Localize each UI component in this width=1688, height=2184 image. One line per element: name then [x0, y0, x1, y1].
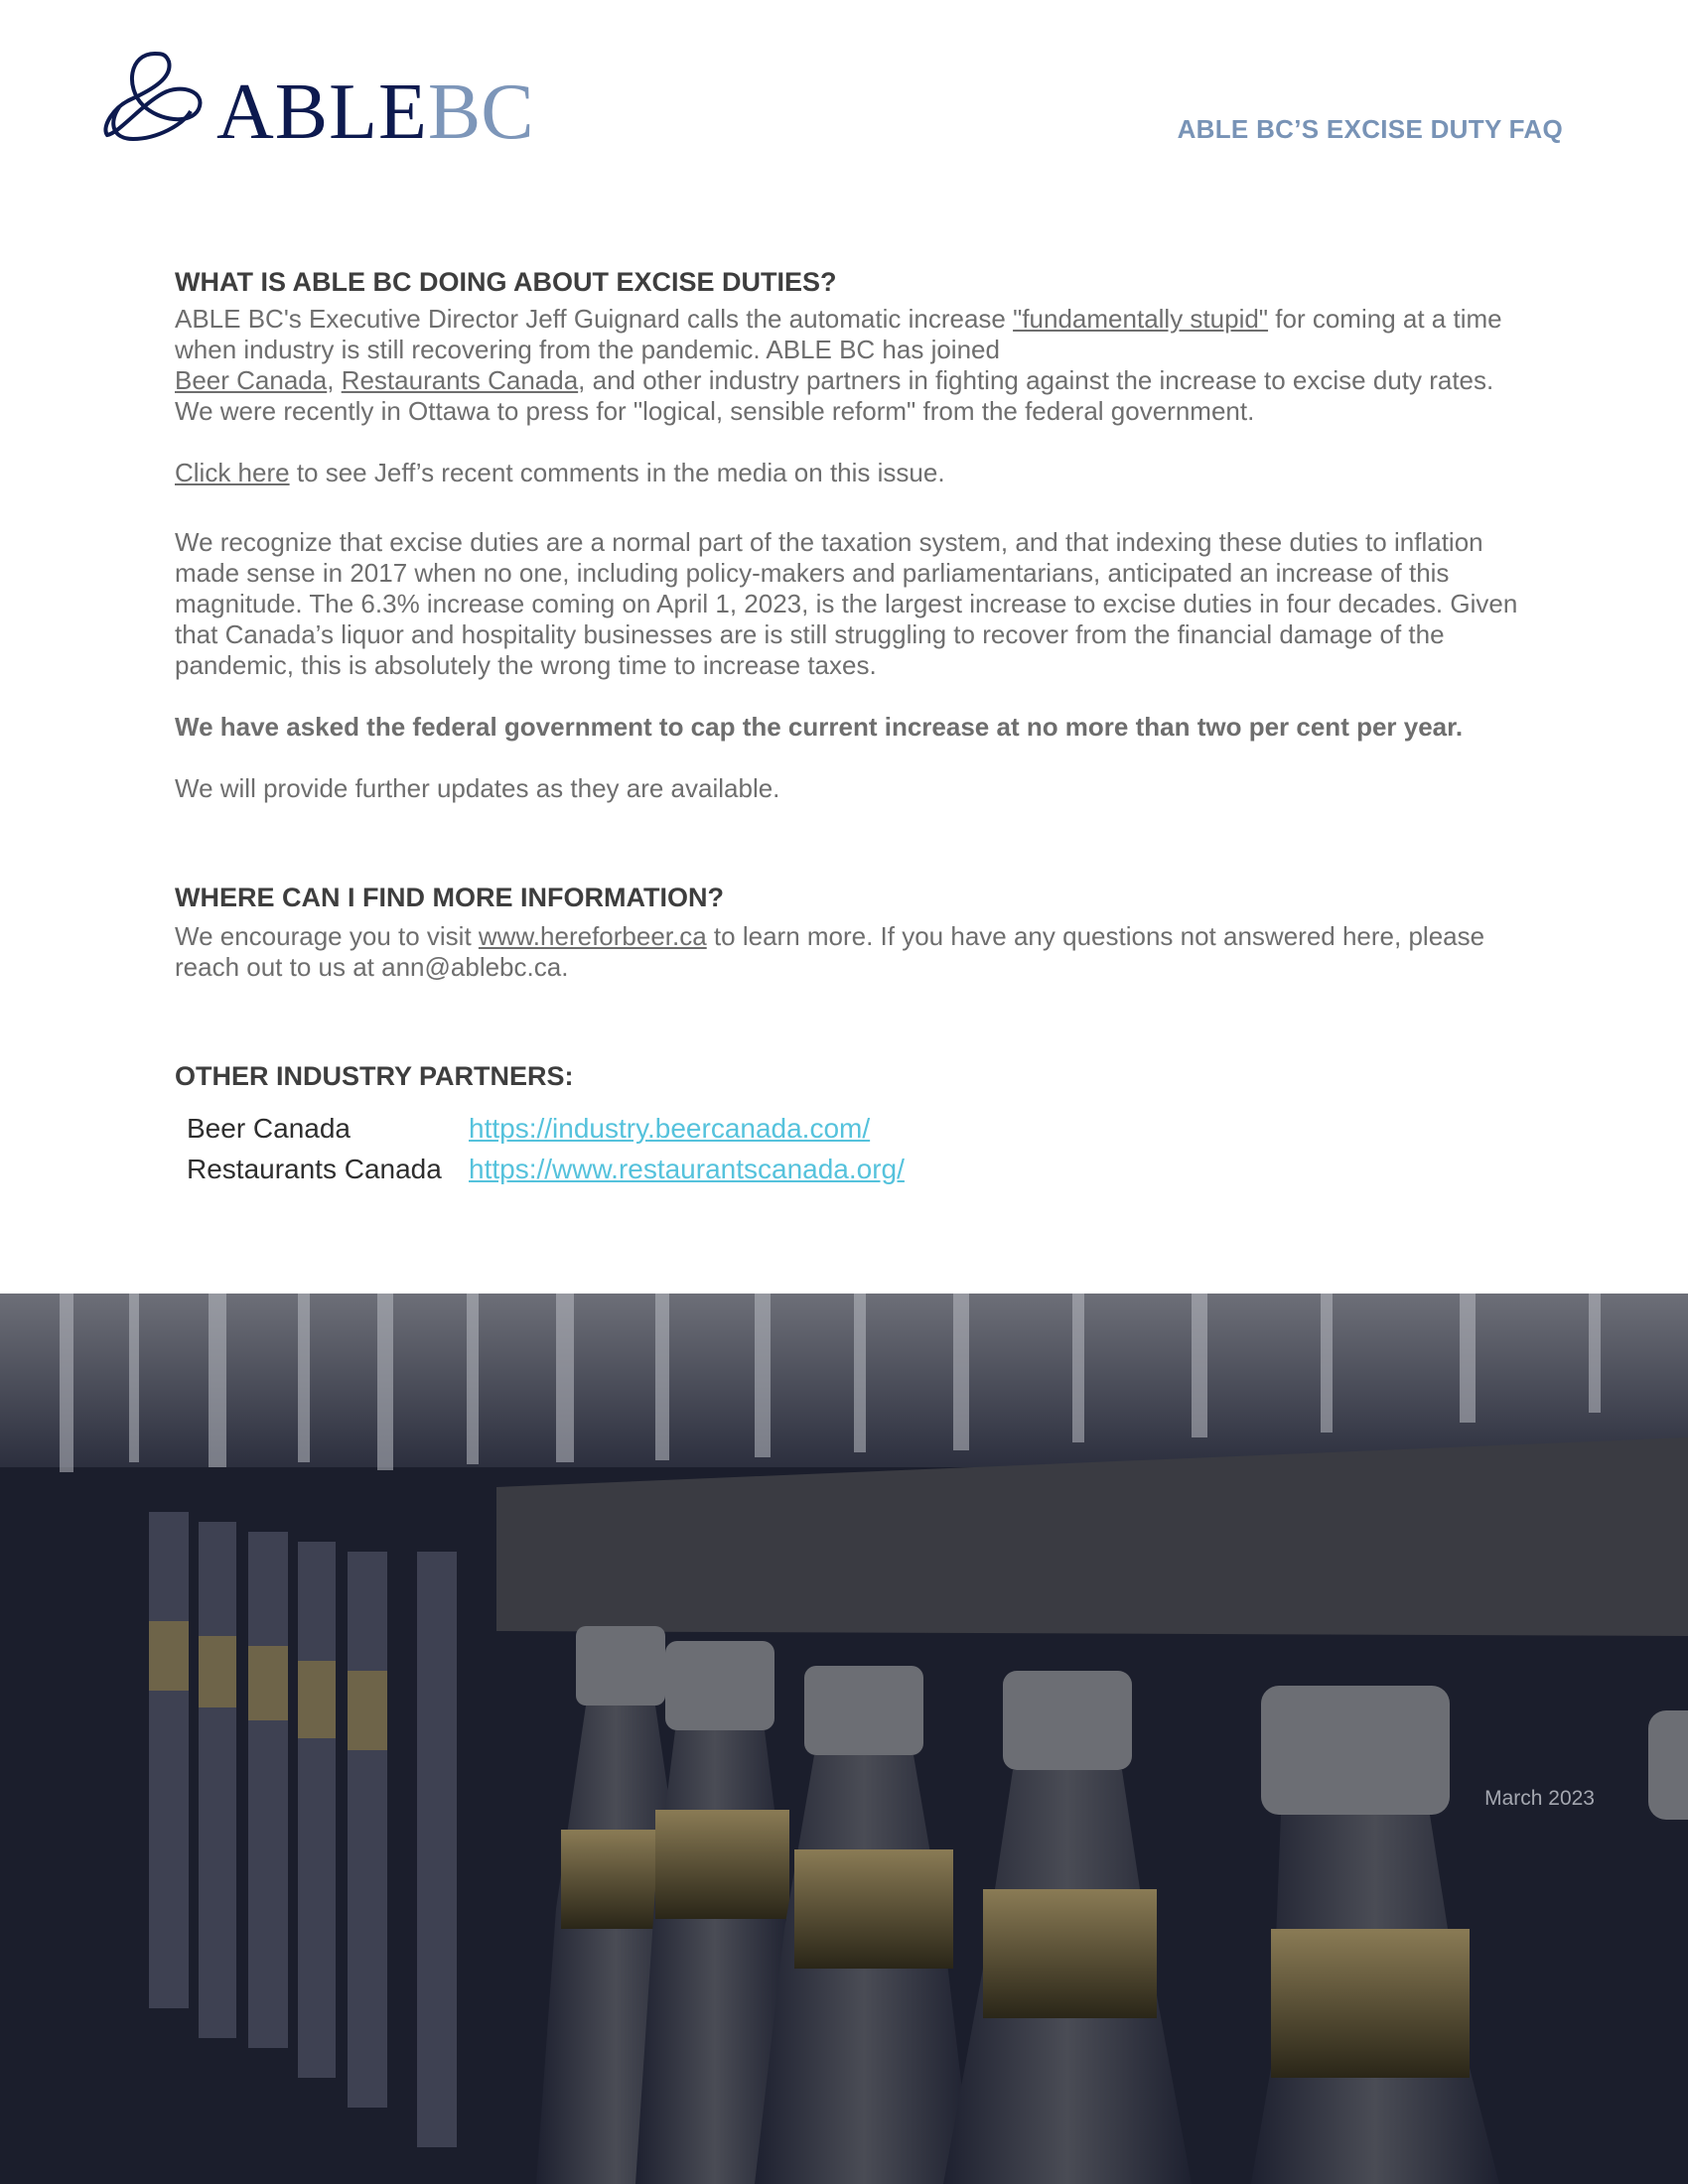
paragraph-updates: We will provide further updates as they are available. — [175, 773, 780, 803]
partner-name: Restaurants Canada — [187, 1154, 442, 1184]
document-title: ABLE BC’S EXCISE DUTY FAQ — [1177, 114, 1563, 144]
text-span: to learn more. If you have any questions not answered here, please reach out to us at ann@ablebc.ca. — [175, 921, 1485, 982]
section-heading-information: WHERE CAN I FIND MORE INFORMATION? — [175, 883, 724, 912]
faq-content — [175, 264, 1525, 1189]
bottling-line-photo — [0, 1294, 1688, 2184]
paragraph-excise-context: We recognize that excise duties are a normal part of the taxation system, and that indexing these duties to inflation made sense in 2017 when no one, including policy-makers and parliamentarians, anticipated an increase of this magnitude. The 6.3% increase coming on April 1, 2023, is the largest increase to excise duties in four decades. Given that Canada’s liquor and hospitality businesses are is still struggling to recover from the financial damage of the pandemic, this is absolutely the wrong time to increase taxes. — [175, 527, 1518, 680]
paragraph-request: We have asked the federal government to cap the current increase at no more than two per cent per year. — [175, 712, 1464, 742]
logo-name: ABLE — [216, 68, 428, 156]
logo-suffix: BC — [427, 68, 534, 156]
section-heading-partners: OTHER INDUSTRY PARTNERS: — [175, 1061, 574, 1091]
partner-link[interactable]: https://industry.beercanada.com/ — [469, 1113, 871, 1144]
link-beer-canada[interactable]: Beer Canada — [175, 365, 328, 395]
bottles-illustration — [0, 1294, 1688, 2184]
text-span: , — [327, 365, 342, 395]
section-heading-excise: WHAT IS ABLE BC DOING ABOUT EXCISE DUTIES? — [175, 267, 837, 297]
logo-wordmark — [216, 68, 534, 158]
link-hereforbeer[interactable]: www.hereforbeer.ca — [478, 921, 707, 951]
link-click-here[interactable]: Click here — [175, 458, 290, 487]
footer-date: March 2023 — [1484, 1787, 1595, 1810]
partner-url-cell — [469, 1149, 905, 1189]
table-row — [187, 1149, 905, 1189]
text-span: to see Jeff’s recent comments in the media on this issue. — [289, 458, 945, 487]
partners-table — [187, 1108, 905, 1189]
text-span: We encourage you to visit — [175, 921, 479, 951]
paragraph-click-here — [175, 458, 1525, 488]
paragraph-more-info — [175, 921, 1525, 983]
text-span: ABLE BC's Executive Director Jeff Guignard calls the automatic increase — [175, 304, 1014, 334]
table-row — [187, 1108, 905, 1149]
triquetra-logo-icon — [99, 48, 211, 143]
partner-link[interactable]: https://www.restaurantscanada.org/ — [469, 1154, 905, 1184]
link-restaurants-canada[interactable]: Restaurants Canada — [341, 365, 579, 395]
partner-name: Beer Canada — [187, 1113, 352, 1144]
text-span: , and other industry partners in fighting against the increase to excise duty rates. We were recently in Ottawa to press for "logical, sensible reform" from the federal government. — [175, 365, 1494, 426]
text-span: for coming at a time when industry is still recovering from the pandemic. ABLE BC has joined — [175, 304, 1502, 364]
link-fundamentally-stupid[interactable]: "fundamentally stupid" — [1013, 304, 1269, 334]
paragraph-intro — [175, 304, 1525, 427]
partner-url-cell — [469, 1108, 905, 1149]
